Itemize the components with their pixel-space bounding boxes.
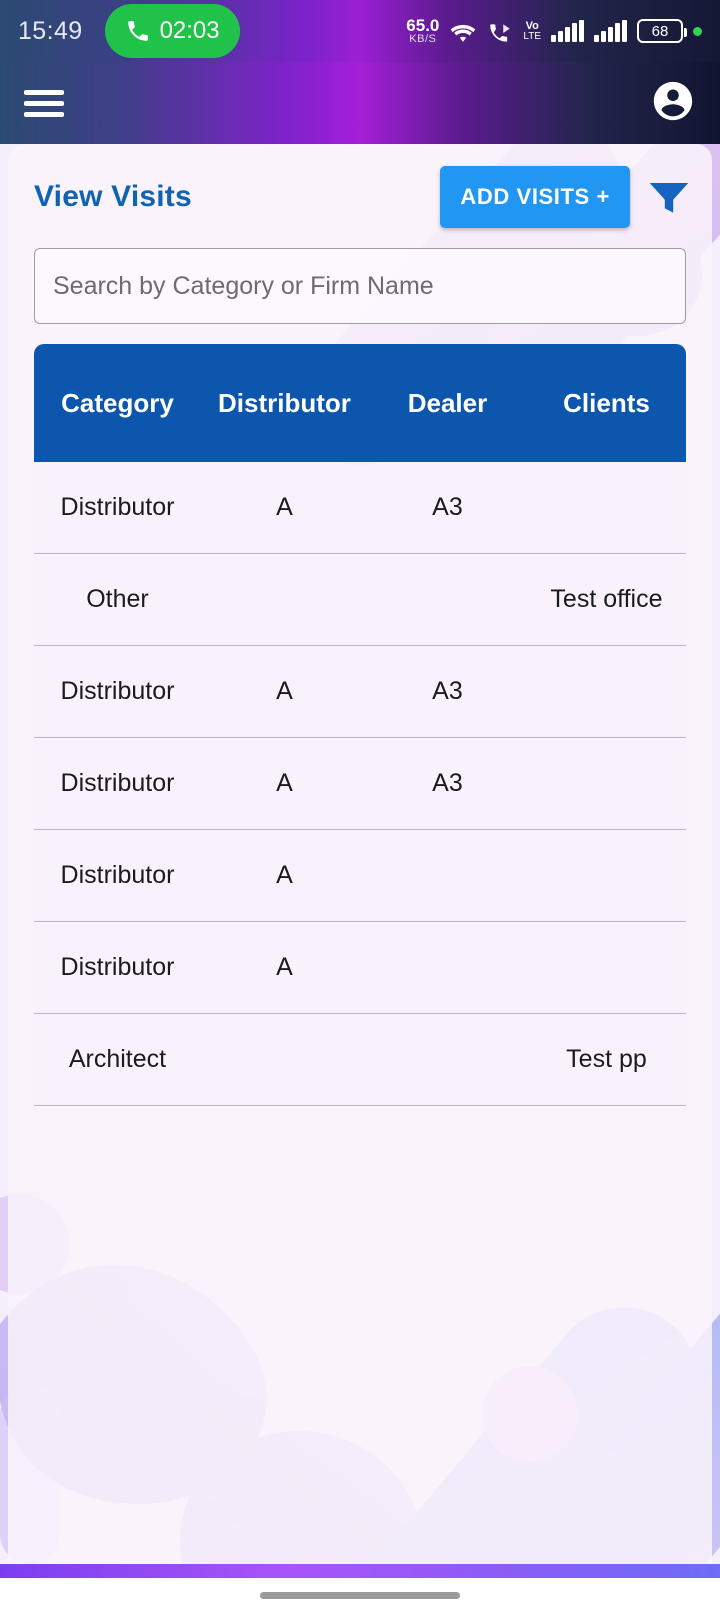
cell-category: Distributor (60, 493, 175, 521)
table-row[interactable] (34, 646, 686, 738)
cell-category: Distributor (60, 677, 175, 705)
call-status-icon (487, 18, 513, 44)
cell-distributor: A (276, 493, 293, 521)
wifi-icon (449, 18, 477, 44)
view-visits-card (8, 144, 712, 1594)
status-clock: 15:49 (18, 16, 83, 45)
cell-clients: Test pp (566, 1045, 647, 1073)
table-row[interactable] (34, 922, 686, 1014)
volte-icon (523, 21, 541, 42)
cell-category: Distributor (60, 953, 175, 981)
table-row[interactable] (34, 462, 686, 554)
cell-category: Distributor (60, 769, 175, 797)
hamburger-menu-icon[interactable] (24, 84, 64, 123)
battery-level: 68 (651, 22, 669, 40)
table-row[interactable] (34, 554, 686, 646)
battery-indicator (637, 19, 683, 43)
column-header-clients: Clients (563, 387, 650, 418)
column-header-category: Category (61, 387, 174, 418)
card-header (8, 144, 712, 228)
signal-bars-icon-2 (594, 20, 627, 42)
cell-distributor: A (276, 861, 293, 889)
cell-dealer: A3 (432, 677, 463, 705)
green-dot-icon (693, 27, 702, 36)
bottom-accent-strip (0, 1564, 720, 1578)
signal-bars-icon-1 (551, 20, 584, 42)
cell-category: Distributor (60, 861, 175, 889)
add-visits-button[interactable]: ADD VISITS + (440, 166, 630, 228)
cell-dealer: A3 (432, 493, 463, 521)
cell-clients: Test office (550, 585, 663, 613)
status-icons (406, 17, 702, 45)
account-circle-icon[interactable] (650, 78, 696, 129)
volte-label-bottom: LTE (523, 30, 541, 42)
cell-distributor: A (276, 677, 293, 705)
volte-label-top: Vo (525, 19, 539, 32)
cell-category: Architect (68, 1045, 167, 1073)
system-navigation-bar (0, 1578, 720, 1612)
ongoing-call-pill[interactable] (105, 4, 240, 58)
home-indicator[interactable] (260, 1592, 460, 1599)
cell-distributor: A (276, 769, 293, 797)
search-area (8, 228, 712, 324)
phone-icon (125, 18, 151, 44)
page-title: View Visits (34, 180, 192, 213)
table-body (34, 462, 686, 1106)
table-row[interactable] (34, 1014, 686, 1106)
network-speed-value: 65.0 (406, 16, 440, 35)
filter-funnel-icon[interactable] (648, 179, 690, 215)
header-actions (440, 166, 690, 228)
call-timer: 02:03 (159, 17, 220, 44)
cell-distributor: A (276, 953, 293, 981)
status-bar (0, 0, 720, 62)
network-speed-indicator (406, 17, 439, 45)
column-header-dealer: Dealer (407, 387, 488, 418)
table-row[interactable] (34, 738, 686, 830)
search-input[interactable] (34, 248, 686, 324)
network-speed-unit: KB/S (409, 33, 437, 45)
cell-dealer: A3 (432, 769, 463, 797)
app-bar (0, 62, 720, 144)
column-header-distributor: Distributor (218, 387, 351, 418)
table-row[interactable] (34, 830, 686, 922)
table-header-row (34, 344, 686, 462)
cell-category: Other (86, 585, 149, 613)
visits-table (8, 324, 712, 1106)
